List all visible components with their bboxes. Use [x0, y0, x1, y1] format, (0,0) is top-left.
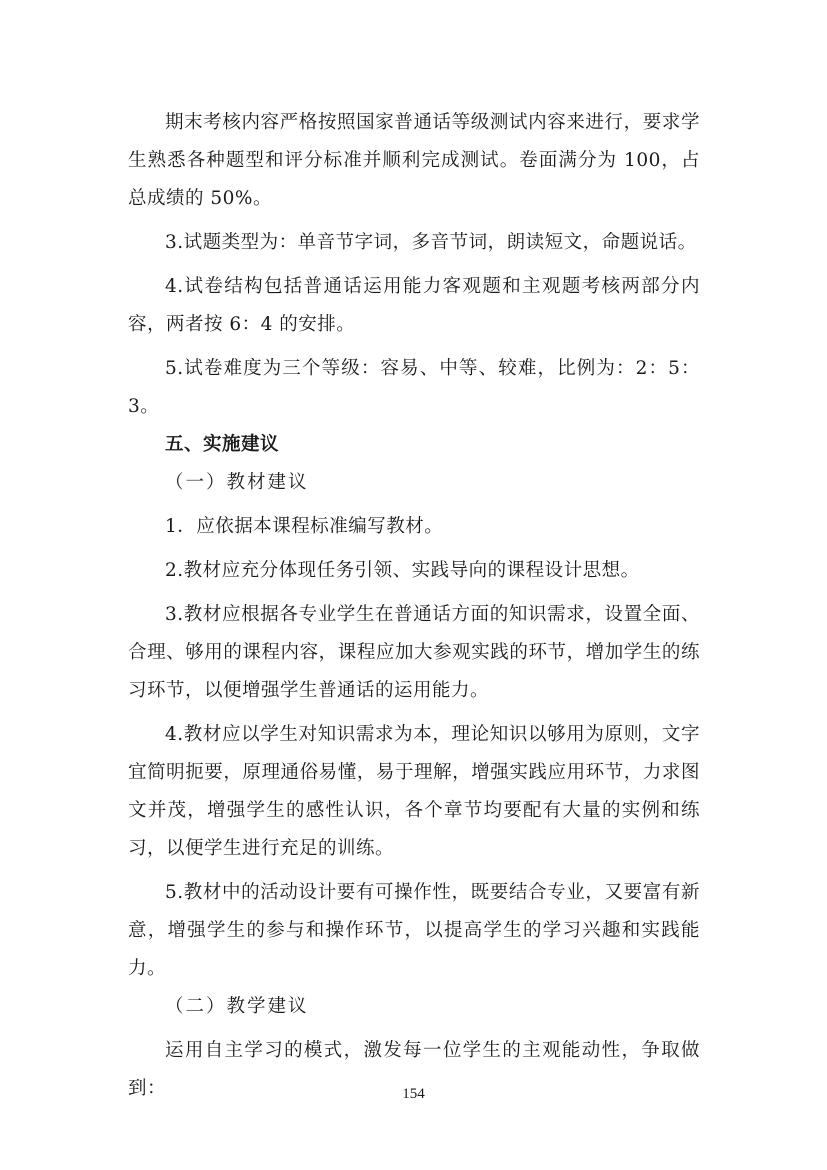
paragraph-question-types: 3.试题类型为：单音节字词，多音节词，朗读短文，命题说话。	[165, 232, 697, 253]
section-heading: 五、实施建议	[165, 434, 280, 455]
page-content	[128, 104, 700, 1108]
list-item: 2.教材应充分体现任务引领、实践导向的课程设计思想。	[165, 560, 640, 581]
paragraph-paper-difficulty: 5.试卷难度为三个等级：容易、中等、较难，比例为：2：5：3。	[128, 358, 700, 417]
paragraph-paper-structure: 4.试卷结构包括普通话运用能力客观题和主观题考核两部分内容，两者按 6：4 的安排。	[128, 276, 700, 335]
paragraph-exam-content: 期末考核内容严格按照国家普通话等级测试内容来进行，要求学生熟悉各种题型和评分标准并顺利完成测试。卷面满分为 100，占总成绩的 50%。	[128, 112, 700, 209]
paragraph-teaching-intro: 运用自主学习的模式，激发每一位学生的主观能动性，争取做到：	[128, 1040, 700, 1099]
subsection-heading-textbook: （一）教材建议	[165, 472, 309, 493]
list-item: 5.教材中的活动设计要有可操作性，既要结合专业，又要富有新意，增强学生的参与和操作环节，以提高学生的学习兴趣和实践能力。	[128, 882, 700, 979]
list-item: 3.教材应根据各专业学生在普通话方面的知识需求，设置全面、合理、够用的课程内容，课程应加大参观实践的环节，增加学生的练习环节，以便增强学生普通话的运用能力。	[128, 604, 700, 701]
subsection-heading-teaching: （二）教学建议	[165, 996, 309, 1017]
list-item: 1．应依据本课程标准编写教材。	[165, 516, 444, 537]
list-item: 4.教材应以学生对知识需求为本，理论知识以够用为原则，文字宜简明扼要，原理通俗易懂，易于理解，增强实践应用环节，力求图文并茂，增强学生的感性认识，各个章节均要配有大量的实例和练习，以便学生进行充足的训练。	[128, 724, 700, 859]
page-number: 154	[402, 1086, 425, 1102]
